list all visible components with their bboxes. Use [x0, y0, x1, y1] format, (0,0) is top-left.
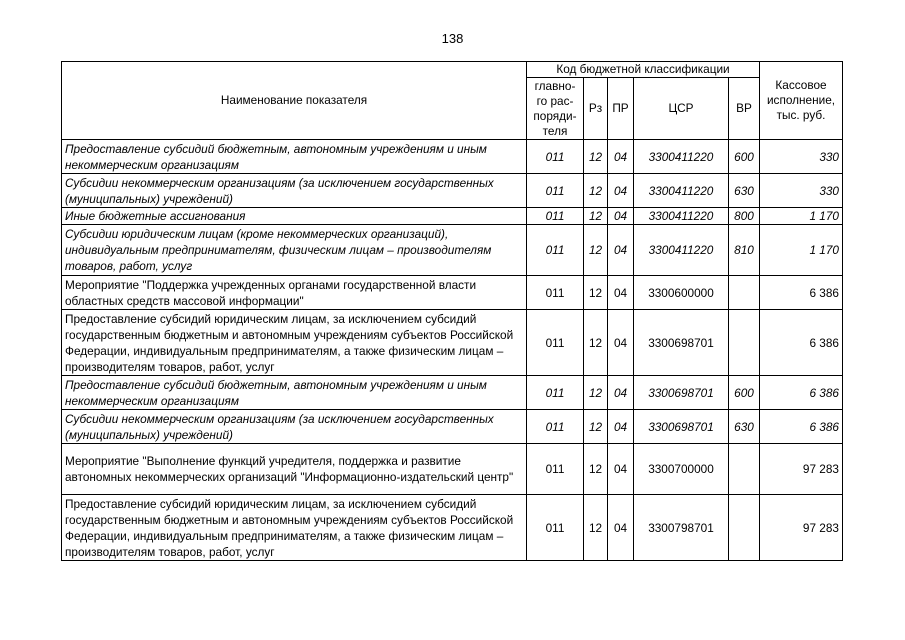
row-rz: 12: [584, 174, 608, 208]
row-name: Субсидии некоммерческим организациям (за исключением государственных (муниципальных) учреждений): [62, 174, 527, 208]
row-csr: 3300411220: [634, 225, 729, 276]
row-csr: 3300698701: [634, 310, 729, 376]
row-vr: [729, 495, 760, 561]
table-row: [62, 495, 843, 561]
row-amount: 330: [760, 174, 843, 208]
row-pr: 04: [608, 208, 634, 225]
row-chief: 011: [527, 208, 584, 225]
table-row: [62, 140, 843, 174]
row-amount: 330: [760, 140, 843, 174]
row-chief: 011: [527, 276, 584, 310]
row-csr: 3300411220: [634, 174, 729, 208]
row-csr: 3300411220: [634, 208, 729, 225]
row-vr: 600: [729, 376, 760, 410]
table-row: [62, 276, 843, 310]
row-rz: 12: [584, 376, 608, 410]
row-name: Предоставление субсидий юридическим лицам, за исключением субсидий государственным бюджетным и автономным учреждениям субъектов Российской Федерации, индивидуальным предпринимателям, а также физическим лицам – производителям товаров, работ, услуг: [62, 310, 527, 376]
table-row: [62, 444, 843, 495]
row-vr: 630: [729, 174, 760, 208]
row-vr: [729, 276, 760, 310]
header-csr: ЦСР: [634, 78, 729, 140]
row-vr: 600: [729, 140, 760, 174]
row-vr: 630: [729, 410, 760, 444]
row-csr: 3300798701: [634, 495, 729, 561]
row-vr: 800: [729, 208, 760, 225]
row-amount: 6 386: [760, 376, 843, 410]
row-pr: 04: [608, 174, 634, 208]
row-pr: 04: [608, 410, 634, 444]
page-number: 138: [441, 31, 464, 46]
header-amount: Кассовое исполнение, тыс. руб.: [760, 62, 843, 140]
header-pr: ПР: [608, 78, 634, 140]
row-rz: 12: [584, 495, 608, 561]
row-chief: 011: [527, 174, 584, 208]
row-csr: 3300411220: [634, 140, 729, 174]
header-chief: главно- го рас- поряди- теля: [527, 78, 584, 140]
row-rz: 12: [584, 410, 608, 444]
row-chief: 011: [527, 310, 584, 376]
row-name: Мероприятие "Выполнение функций учредителя, поддержка и развитие автономных некоммерческих организаций "Информационно-издательский центр": [62, 444, 527, 495]
row-amount: 6 386: [760, 410, 843, 444]
row-chief: 011: [527, 495, 584, 561]
row-pr: 04: [608, 276, 634, 310]
table-row: [62, 225, 843, 276]
row-amount: 97 283: [760, 495, 843, 561]
row-pr: 04: [608, 310, 634, 376]
row-pr: 04: [608, 376, 634, 410]
row-rz: 12: [584, 140, 608, 174]
table-row: [62, 208, 843, 225]
table-row: [62, 310, 843, 376]
row-name: Предоставление субсидий юридическим лицам, за исключением субсидий государственным бюджетным и автономным учреждениям субъектов Российской Федерации, индивидуальным предпринимателям, а также физическим лицам – производителям товаров, работ, услуг: [62, 495, 527, 561]
row-name: Субсидии юридическим лицам (кроме некоммерческих организаций), индивидуальным предпринимателям, физическим лицам – производителям товаров, работ, услуг: [62, 225, 527, 276]
table-row: [62, 410, 843, 444]
header-code-group: Код бюджетной классификации: [527, 62, 760, 78]
row-csr: 3300698701: [634, 410, 729, 444]
row-rz: 12: [584, 208, 608, 225]
row-amount: 1 170: [760, 225, 843, 276]
row-name: Иные бюджетные ассигнования: [62, 208, 527, 225]
row-name: Мероприятие "Поддержка учрежденных органами государственной власти областных средств массовой информации": [62, 276, 527, 310]
table-row: [62, 174, 843, 208]
row-rz: 12: [584, 310, 608, 376]
row-amount: 1 170: [760, 208, 843, 225]
row-chief: 011: [527, 140, 584, 174]
row-name: Предоставление субсидий бюджетным, автономным учреждениям и иным некоммерческим организациям: [62, 140, 527, 174]
row-vr: 810: [729, 225, 760, 276]
row-rz: 12: [584, 276, 608, 310]
header-name: Наименование показателя: [62, 62, 527, 140]
row-pr: 04: [608, 140, 634, 174]
row-pr: 04: [608, 444, 634, 495]
row-pr: 04: [608, 495, 634, 561]
row-pr: 04: [608, 225, 634, 276]
row-csr: 3300698701: [634, 376, 729, 410]
row-name: Субсидии некоммерческим организациям (за исключением государственных (муниципальных) учреждений): [62, 410, 527, 444]
row-chief: 011: [527, 225, 584, 276]
table-row: [62, 376, 843, 410]
row-amount: 6 386: [760, 276, 843, 310]
row-vr: [729, 310, 760, 376]
budget-table: [61, 61, 843, 561]
row-chief: 011: [527, 444, 584, 495]
row-chief: 011: [527, 376, 584, 410]
row-amount: 97 283: [760, 444, 843, 495]
row-rz: 12: [584, 444, 608, 495]
row-amount: 6 386: [760, 310, 843, 376]
row-csr: 3300700000: [634, 444, 729, 495]
row-name: Предоставление субсидий бюджетным, автономным учреждениям и иным некоммерческим организациям: [62, 376, 527, 410]
header-vr: ВР: [729, 78, 760, 140]
row-vr: [729, 444, 760, 495]
row-chief: 011: [527, 410, 584, 444]
row-csr: 3300600000: [634, 276, 729, 310]
row-rz: 12: [584, 225, 608, 276]
header-rz: Рз: [584, 78, 608, 140]
